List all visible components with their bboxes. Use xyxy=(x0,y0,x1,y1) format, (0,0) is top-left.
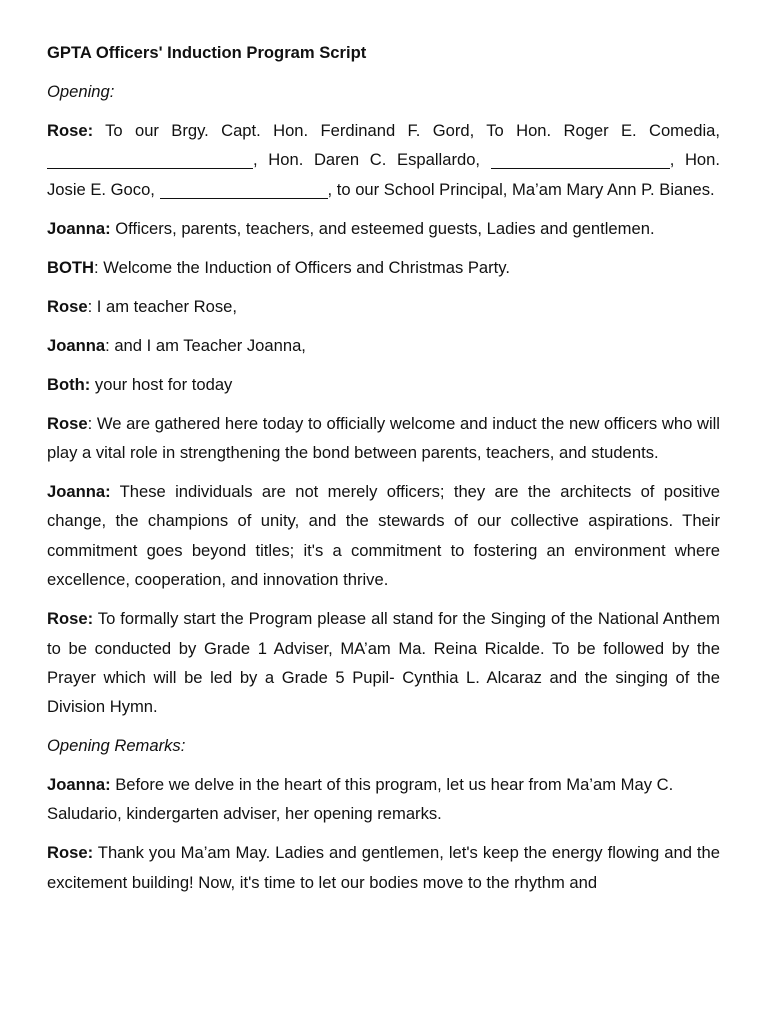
line-text: To our Brgy. Capt. Hon. Ferdinand F. Gord, To Hon. Roger E. Comedia, xyxy=(93,120,720,140)
script-line xyxy=(47,770,720,829)
speaker-label: Rose xyxy=(47,296,88,316)
speaker-label: Rose: xyxy=(47,609,94,629)
line-text: Officers, parents, teachers, and esteemed guests, Ladies and gentlemen. xyxy=(110,218,655,238)
speaker-label: Joanna: xyxy=(47,218,111,238)
blank-line xyxy=(160,180,328,199)
speaker-label: BOTH xyxy=(47,257,95,277)
line-text: : I am teacher Rose, xyxy=(87,296,237,316)
section-heading-opening: Opening: xyxy=(47,82,115,102)
script-line xyxy=(47,370,720,399)
line-text: To formally start the Program please all stand for the Singing of the National Anthem to be conducted by Grade 1 Adviser, MA’am Ma. Reina Ricalde. To be followed by the Prayer which will be led by a Grade 5 Pupil- Cynthia L. Alcaraz and the singing of the Division Hymn. xyxy=(47,609,720,717)
script-line xyxy=(47,253,720,282)
line-text: , to our School Principal, Ma’am Mary Ann P. Bianes. xyxy=(327,179,715,199)
script-line xyxy=(47,214,720,243)
line-text: Thank you Ma’am May. Ladies and gentlemen, let's keep the energy flowing and the excitement building! Now, it's time to let our bodies move to the rhythm and xyxy=(47,843,720,892)
document-page xyxy=(47,38,720,907)
speaker-label: Joanna: xyxy=(47,774,111,794)
script-line xyxy=(47,604,720,722)
line-text: your host for today xyxy=(90,374,233,394)
line-text: , Hon. Josie E. Goco, xyxy=(47,150,720,199)
blank-line xyxy=(491,150,670,169)
line-text: Before we delve in the heart of this program, let us hear from Ma’am May C. Saludario, kindergarten adviser, her opening remarks. xyxy=(47,774,674,824)
document-title: GPTA Officers' Induction Program Script xyxy=(47,43,367,62)
script-line xyxy=(47,838,720,897)
script-line xyxy=(47,331,720,360)
speaker-label: Rose xyxy=(47,413,88,433)
speaker-label: Rose: xyxy=(47,120,94,140)
line-text: : We are gathered here today to officially welcome and induct the new officers who will play a vital role in strengthening the bond between parents, teachers, and students. xyxy=(47,413,720,463)
line-text: , Hon. Daren C. Espallardo, xyxy=(253,150,491,170)
script-line xyxy=(47,292,720,321)
script-line xyxy=(47,409,720,468)
section-heading-opening-remarks: Opening Remarks: xyxy=(47,736,186,756)
script-line-welcome xyxy=(47,116,720,204)
speaker-label: Rose: xyxy=(47,843,94,863)
script-line xyxy=(47,477,720,595)
speaker-label: Both: xyxy=(47,374,91,394)
line-text: : and I am Teacher Joanna, xyxy=(105,335,306,355)
line-text: These individuals are not merely officers; they are the architects of positive change, the champions of unity, and the stewards of our collective aspirations. Their commitment goes beyond titles; it's a commitment to fostering an environment where excellence, cooperation, and innovation thrive. xyxy=(47,482,720,590)
speaker-label: Joanna xyxy=(47,335,106,355)
blank-line xyxy=(47,150,253,169)
speaker-label: Joanna: xyxy=(47,482,111,502)
line-text: : Welcome the Induction of Officers and Christmas Party. xyxy=(94,257,510,277)
